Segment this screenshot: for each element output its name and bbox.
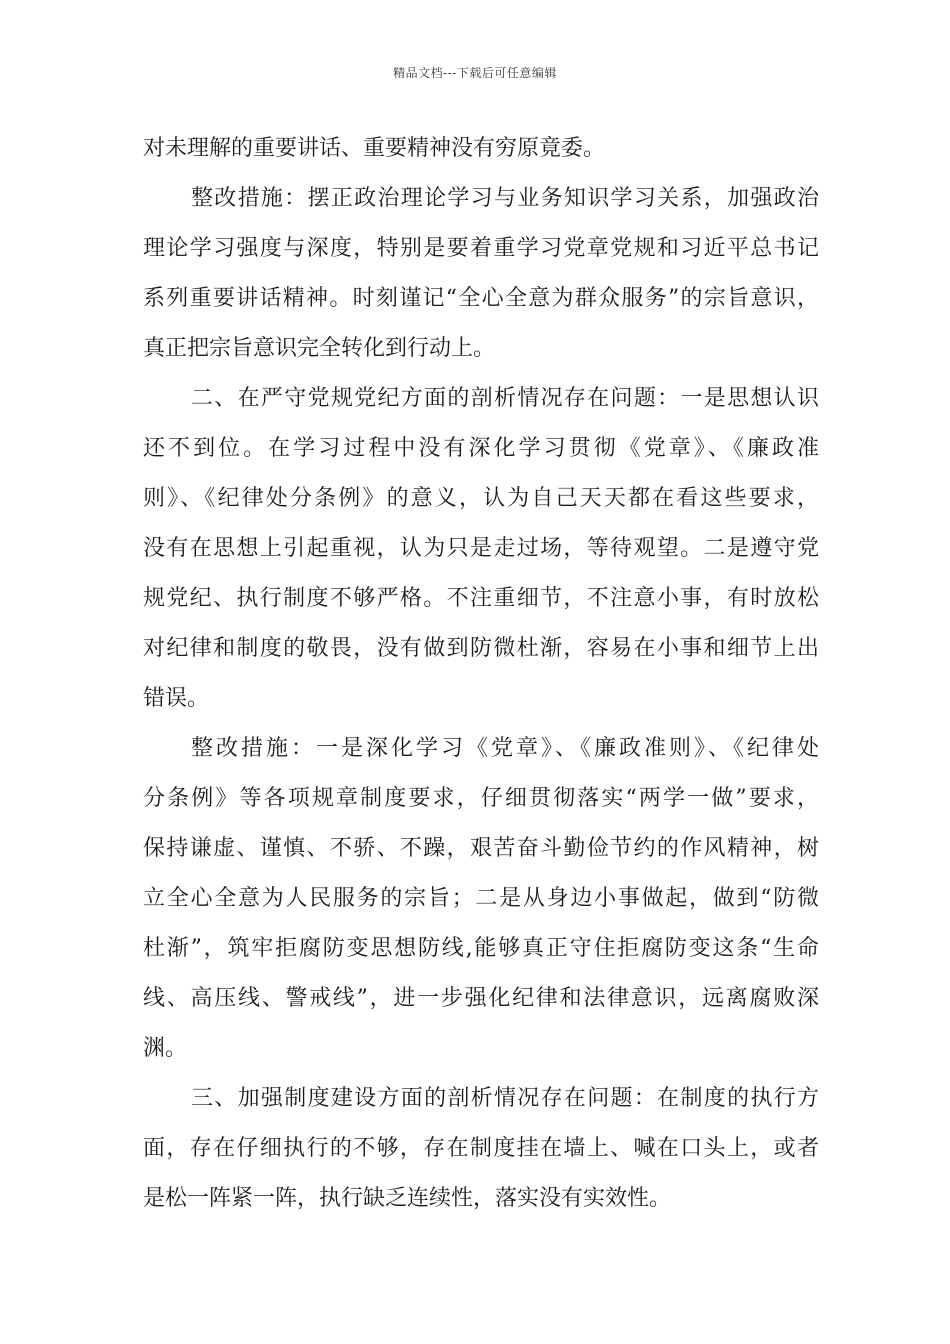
text-line: 渊。 — [143, 1036, 188, 1061]
text-line: 线、高压线、警戒线”，进一步强化纪律和法律意识，远离腐败深 — [143, 986, 819, 1011]
text-line: 还不到位。在学习过程中没有深化学习贯彻《党章》、《廉政准 — [143, 436, 819, 461]
page-header: 精品文档---下载后可任意编辑 — [393, 66, 557, 80]
text-line: 错误。 — [143, 686, 210, 711]
text-line: 面，存在仔细执行的不够，存在制度挂在墙上、喊在口头上，或者 — [143, 1136, 819, 1161]
text-line: 是松一阵紧一阵，执行缺乏连续性，落实没有实效性。 — [143, 1186, 672, 1211]
text-line: 立全心全意为人民服务的宗旨；二是从身边小事做起，做到“防微 — [143, 886, 819, 911]
text-line: 没有在思想上引起重视，认为只是走过场，等待观望。二是遵守党 — [143, 536, 819, 561]
text-line: 杜渐”，筑牢拒腐防变思想防线,能够真正守住拒腐防变这条“生命 — [143, 936, 819, 961]
document-body — [143, 124, 819, 1224]
text-line: 分条例》等各项规章制度要求，仔细贯彻落实“两学一做”要求， — [143, 786, 819, 811]
text-line: 对未理解的重要讲话、重要精神没有穷原竟委。 — [143, 136, 606, 161]
text-line: 则》、《纪律处分条例》的意义，认为自己天天都在看这些要求， — [143, 486, 819, 511]
text-line: 理论学习强度与深度，特别是要着重学习党章党规和习近平总书记 — [143, 236, 819, 261]
text-line: 整改措施：摆正政治理论学习与业务知识学习关系，加强政治 — [191, 186, 819, 211]
text-line: 二、在严守党规党纪方面的剖析情况存在问题：一是思想认识 — [191, 386, 819, 411]
text-line: 保持谦虚、谨慎、不骄、不躁，艰苦奋斗勤俭节约的作风精神，树 — [143, 836, 819, 861]
text-line: 系列重要讲话精神。时刻谨记“全心全意为群众服务”的宗旨意识， — [143, 286, 819, 311]
text-line: 对纪律和制度的敬畏，没有做到防微杜渐，容易在小事和细节上出 — [143, 636, 819, 661]
text-line: 规党纪、执行制度不够严格。不注重细节，不注意小事，有时放松 — [143, 586, 819, 611]
text-line: 三、加强制度建设方面的剖析情况存在问题：在制度的执行方 — [191, 1086, 819, 1111]
text-line: 真正把宗旨意识完全转化到行动上。 — [143, 336, 496, 361]
text-line: 整改措施：一是深化学习《党章》、《廉政准则》、《纪律处 — [191, 736, 819, 761]
